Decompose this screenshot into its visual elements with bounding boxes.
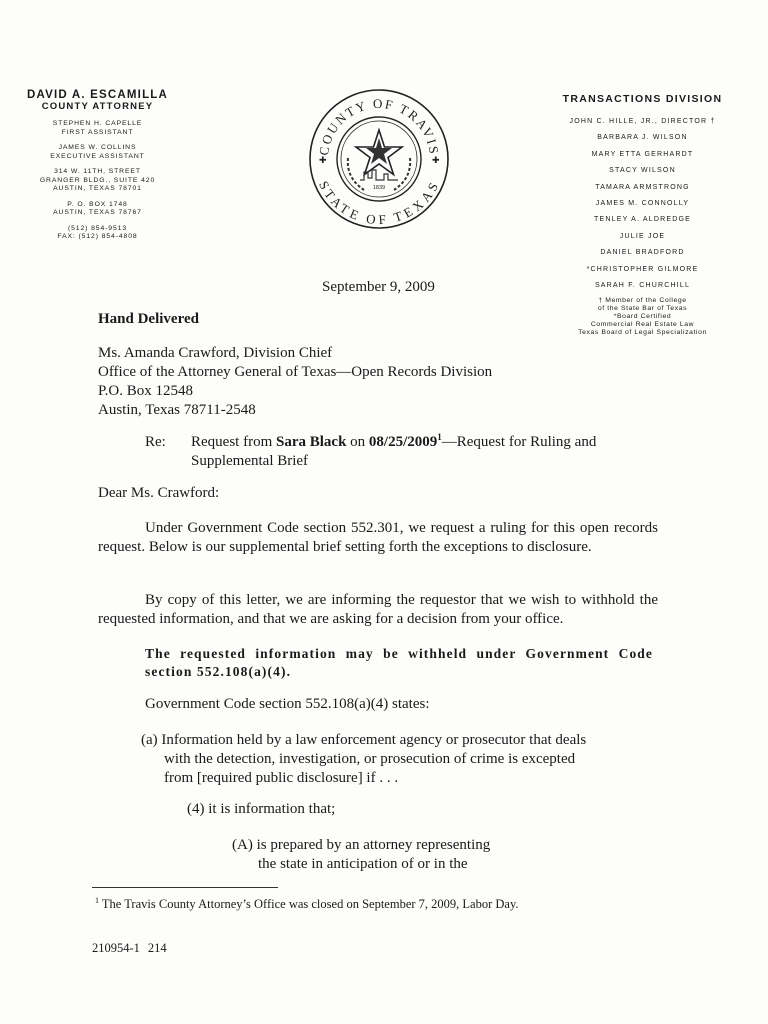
credential-note: *Board Certified <box>613 313 672 321</box>
po-box-line: P. O. BOX 1748 <box>67 200 128 208</box>
travis-county-seal <box>308 88 450 230</box>
delivery-method: Hand Delivered <box>98 311 199 327</box>
re-subject: Request from Sara Black on 08/25/2009$^1$—Request for Ruling and Supplemental Brief <box>191 432 597 469</box>
document-id <box>92 941 167 956</box>
staff-member: SARAH F. CHURCHILL <box>594 281 691 289</box>
building-line: GRANGER BLDG., SUITE 420 <box>39 176 156 184</box>
salutation: Dear Ms. Crawford: <box>98 485 220 501</box>
statute-intro: Government Code section 552.108(a)(4) states: <box>145 696 430 712</box>
first-assistant-name: STEPHEN H. CAPELLE <box>52 120 143 127</box>
svg-text:✚: ✚ <box>319 156 327 166</box>
staff-director: JOHN C. HILLE, JR., DIRECTOR † <box>569 118 716 125</box>
address-line: Office of the Attorney General of Texas—Open Records Division <box>98 364 493 380</box>
document-number: 210954-1 <box>92 941 140 955</box>
division-title: TRANSACTIONS DIVISION <box>562 93 723 105</box>
staff-member: TAMARA ARMSTRONG <box>595 183 690 191</box>
staff-member: BARBARA J. WILSON <box>597 134 688 142</box>
city-line: AUSTIN, TEXAS 78701 <box>53 185 142 192</box>
credential-note: of the State Bar of Texas <box>597 305 688 313</box>
svg-text:✚: ✚ <box>432 156 440 166</box>
request-date: 08/25/2009 <box>368 434 438 450</box>
staff-member: JULIE JOE <box>619 232 666 240</box>
section-heading: The requested information may be withheld under Government Code section 552.108(a)(4). <box>145 646 653 679</box>
footnote-mark: 1 <box>95 895 99 905</box>
staff-member: MARY ETTA GERHARDT <box>591 150 694 158</box>
right-letterhead <box>555 93 730 337</box>
executive-assistant-name: JAMES W. COLLINS <box>58 144 137 151</box>
recipient-address <box>98 344 492 420</box>
po-box-city-line: AUSTIN, TEXAS 78767 <box>53 209 142 216</box>
staff-member: DANIEL BRADFORD <box>600 249 685 257</box>
first-assistant-title: FIRST ASSISTANT <box>61 128 134 136</box>
address-line: P.O. Box 12548 <box>98 383 194 399</box>
address-line: Austin, Texas 78711-2548 <box>98 402 256 418</box>
phone-line: (512) 854-9513 <box>67 224 128 232</box>
footnote-ref: 1 <box>437 432 442 442</box>
staff-member: STACY WILSON <box>609 167 676 175</box>
statute-clause-A: (A) is prepared by an attorney representing the state in anticipation of or in the <box>232 837 491 872</box>
staff-member: *CHRISTOPHER GILMORE <box>586 265 699 273</box>
fax-line: FAX: (512) 854-4808 <box>57 233 138 240</box>
credential-note: Commercial Real Estate Law <box>590 321 695 329</box>
letter-date: September 9, 2009 <box>322 279 435 295</box>
statute-clause-4: (4) it is information that; <box>187 801 336 817</box>
credential-note: † Member of the College <box>598 297 687 305</box>
seal-year: 1839 <box>372 185 386 191</box>
footnote <box>95 897 519 912</box>
street-line: 314 W. 11TH, STREET <box>54 168 141 175</box>
street-address-block <box>10 168 185 194</box>
seal-bottom-text: STATE OF TEXAS <box>316 178 442 228</box>
re-label: Re: <box>145 434 166 450</box>
executive-assistant-title: EXECUTIVE ASSISTANT <box>50 152 145 160</box>
county-attorney-title: COUNTY ATTORNEY <box>41 101 154 112</box>
left-letterhead <box>10 89 185 249</box>
staff-member: JAMES M. CONNOLLY <box>595 199 690 207</box>
footnote-divider <box>92 887 278 888</box>
po-box-block <box>10 201 185 218</box>
county-attorney-name: DAVID A. ESCAMILLA <box>26 89 169 101</box>
paragraph: By copy of this letter, we are informing the requestor that we wish to withhold the requested information, and that we are asking for a decision from your office. <box>98 592 658 627</box>
document-code: 214 <box>147 941 167 955</box>
phone-block <box>10 225 185 242</box>
seal-top-text: COUNTY OF TRAVIS <box>315 95 442 157</box>
statute-clause-a: (a) Information held by a law enforcement agency or prosecutor that deals with the detection, investigation, or prosecution of crime is excepted from [required public disclosure] if . . . <box>141 732 587 786</box>
executive-assistant-block <box>10 144 185 161</box>
address-line: Ms. Amanda Crawford, Division Chief <box>98 345 333 361</box>
paragraph: Under Government Code section 552.301, we request a ruling for this open records request. Below is our supplemental brief setting forth the exceptions to disclosure. <box>98 520 658 555</box>
requestor-name: Sara Black <box>275 434 347 450</box>
first-assistant-block <box>10 120 185 137</box>
credential-note: Texas Board of Legal Specialization <box>578 329 707 337</box>
footnote-text: The Travis County Attorney’s Office was closed on September 7, 2009, Labor Day. <box>101 897 519 911</box>
staff-member: TENLEY A. ALDREDGE <box>594 216 691 224</box>
